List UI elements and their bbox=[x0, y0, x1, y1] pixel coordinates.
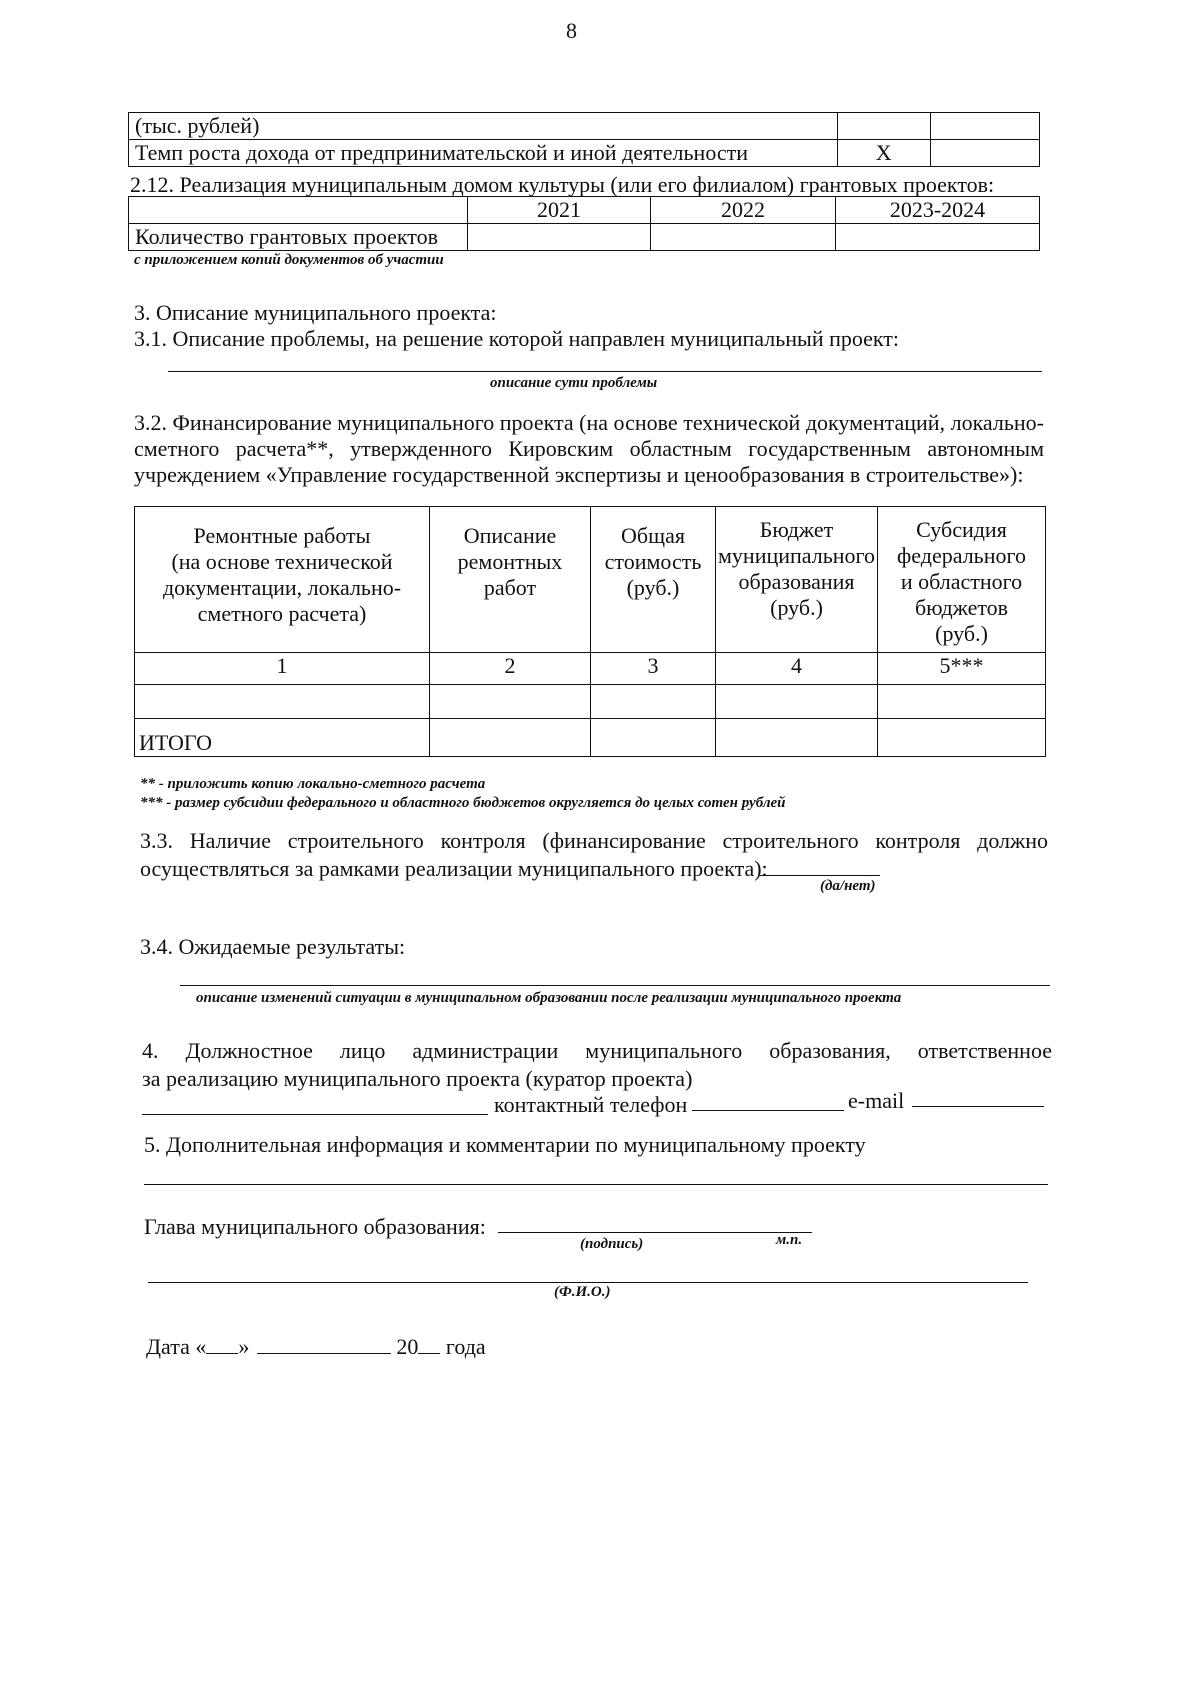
table-cell bbox=[878, 685, 1046, 719]
section-3-3-line1: 3.3. Наличие строительного контроля (финансирование строительного контроля должно bbox=[140, 828, 1048, 853]
table-cell bbox=[836, 224, 1040, 251]
table-cell: 3 bbox=[591, 653, 716, 685]
section-3-2-line: 3.2. Финансирование муниципального проекта (на основе технической документаций, локально- bbox=[134, 410, 1044, 435]
section-4-line2: за реализацию муниципального проекта (куратор проекта) bbox=[142, 1066, 693, 1091]
table-cell bbox=[591, 719, 716, 757]
table-cell bbox=[129, 197, 468, 224]
table-cell bbox=[591, 685, 716, 719]
table-cell: X bbox=[837, 140, 930, 167]
table-cell bbox=[716, 719, 878, 757]
date-prefix: Дата « bbox=[146, 1334, 207, 1359]
total-label: ИТОГО bbox=[135, 719, 430, 757]
date-row bbox=[146, 1334, 486, 1360]
table-header: Описание ремонтных работ bbox=[430, 507, 591, 653]
head-label: Глава муниципального образования: bbox=[144, 1214, 486, 1239]
table-cell bbox=[430, 719, 591, 757]
signature-caption: (подпись) bbox=[580, 1236, 644, 1252]
year-suffix: года bbox=[445, 1334, 486, 1359]
year-prefix: 20 bbox=[396, 1334, 419, 1359]
table-cell bbox=[651, 224, 836, 251]
section-4-line1: 4. Должностное лицо администрации муниципального образования, ответственное bbox=[142, 1038, 1052, 1063]
fio-caption: (Ф.И.О.) bbox=[554, 1284, 611, 1300]
top-table bbox=[128, 112, 1040, 167]
grants-note: с приложением копий документов об участии bbox=[134, 252, 444, 268]
table-cell: 2023-2024 bbox=[836, 197, 1040, 224]
table-cell: Количество грантовых проектов bbox=[129, 224, 468, 251]
section-5: 5. Дополнительная информация и комментарии по муниципальному проекту bbox=[144, 1132, 866, 1157]
financing-table bbox=[134, 506, 1046, 757]
table-cell bbox=[135, 685, 430, 719]
table-cell bbox=[930, 113, 1039, 140]
problem-caption: описание сути проблемы bbox=[490, 375, 658, 391]
problem-line bbox=[168, 371, 1042, 372]
grants-table bbox=[128, 196, 1040, 251]
comments-line bbox=[144, 1184, 1048, 1185]
table-cell: Темп роста дохода от предпринимательской и иной деятельности bbox=[129, 140, 838, 167]
table-cell bbox=[837, 113, 930, 140]
table-cell: 4 bbox=[716, 653, 878, 685]
table-cell: 2 bbox=[430, 653, 591, 685]
table-cell bbox=[878, 719, 1046, 757]
control-caption: (да/нет) bbox=[820, 878, 876, 894]
section-3-3-line2: осуществляться за рамками реализации муниципального проекта): bbox=[140, 856, 768, 881]
table-cell: 5*** bbox=[878, 653, 1046, 685]
year-blank bbox=[418, 1353, 440, 1354]
table-header: Общая стоимость (руб.) bbox=[591, 507, 716, 653]
phone-label: контактный телефон bbox=[494, 1092, 688, 1117]
section-3-2-line: сметного расчета**, утвержденного Кировским областным государственным автономным bbox=[134, 436, 1044, 461]
table-cell bbox=[930, 140, 1039, 167]
section-3-4: 3.4. Ожидаемые результаты: bbox=[140, 934, 406, 959]
table-cell bbox=[430, 685, 591, 719]
section-3-1: 3.1. Описание проблемы, на решение которой направлен муниципальный проект: bbox=[134, 326, 900, 351]
table-cell bbox=[716, 685, 878, 719]
fio-line bbox=[148, 1282, 1028, 1283]
table-cell: 1 bbox=[135, 653, 430, 685]
section-2-12-heading: 2.12. Реализация муниципальным домом культуры (или его филиалом) грантовых проектов: bbox=[130, 172, 995, 197]
table-cell: (тыс. рублей) bbox=[129, 113, 838, 140]
table-header: Бюджет муниципального образования (руб.) bbox=[716, 507, 878, 653]
control-line bbox=[760, 875, 880, 876]
section-3-heading: 3. Описание муниципального проекта: bbox=[134, 300, 497, 325]
section-3-2-line: учреждением «Управление государственной экспертизы и ценообразования в строительстве»): bbox=[134, 462, 1024, 487]
email-label: e-mail bbox=[848, 1088, 905, 1113]
footnote-1: ** - приложить копию локально-сметного расчета bbox=[140, 776, 486, 792]
date-mid: » bbox=[238, 1334, 250, 1359]
curator-line bbox=[142, 1114, 488, 1115]
page-number: 8 bbox=[566, 18, 577, 43]
table-cell: 2022 bbox=[651, 197, 836, 224]
signature-line bbox=[498, 1232, 812, 1233]
table-cell bbox=[468, 224, 651, 251]
phone-line bbox=[692, 1110, 844, 1111]
results-caption: описание изменений ситуации в муниципальном образовании после реализации муниципального проекта bbox=[196, 990, 902, 1006]
section-3-2 bbox=[134, 410, 1044, 488]
day-blank bbox=[206, 1353, 238, 1354]
table-header: Субсидия федерального и областного бюджетов (руб.) bbox=[878, 507, 1046, 653]
table-cell: 2021 bbox=[468, 197, 651, 224]
footnote-2: *** - размер субсидии федерального и областного бюджетов округляется до целых сотен рублей bbox=[140, 795, 786, 811]
email-line bbox=[912, 1106, 1044, 1107]
table-header: Ремонтные работы (на основе технической документации, локально- сметного расчета) bbox=[135, 507, 430, 653]
results-line bbox=[180, 985, 1050, 986]
month-blank bbox=[257, 1353, 391, 1354]
stamp-caption: м.п. bbox=[776, 1232, 803, 1248]
